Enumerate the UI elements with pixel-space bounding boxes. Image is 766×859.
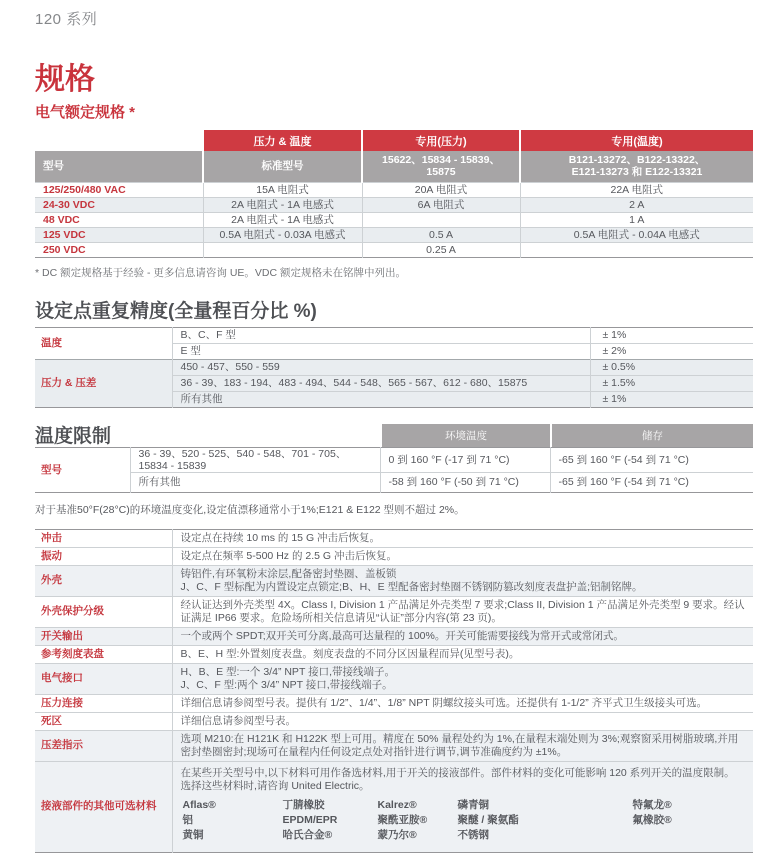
rating-temperature [520,242,753,257]
spec-value [172,627,753,645]
spec-line: 设定点在持续 10 ms 的 15 G 冲击后恢复。 [180,531,381,544]
spec-line: 设定点在频率 5-500 Hz 的 2.5 G 冲击后恢复。 [180,549,397,562]
series-title: 120 系列 [35,11,98,28]
page-title: 规格 [35,63,95,96]
rating-pressure: 6A 电阻式 [362,197,520,212]
ambient-cell: -58 到 160 °F (-50 到 71 °C) [380,472,550,492]
tolerance-value: ± 2% [590,343,753,359]
col-header-dedicated-temperature: 专用(温度) [520,130,753,151]
spec-label: 外壳保护分级 [35,596,172,627]
storage-cell: -65 到 160 °F (-54 到 71 °C) [550,447,753,472]
spec-label: 死区 [35,712,172,730]
temperature-group [35,327,753,359]
spec-label: 接液部件的其他可选材料 [35,761,172,852]
spec-row [35,627,753,645]
model-range: 所有其他 [172,391,590,407]
spec-value [172,712,753,730]
header-spacer [35,130,203,151]
spec-value [172,529,753,547]
spec-row [35,547,753,565]
model-row-label: 型号 [41,463,62,476]
category-label: 温度 [41,337,62,349]
temperature-models-header [520,151,753,182]
rating-pressure: 0.25 A [362,242,520,257]
electrical-ratings-table [35,130,753,258]
material-item: 蒙乃尔® [377,828,417,841]
table-row [35,472,753,492]
model-range: B、C、F 型 [172,327,590,343]
spec-label: 电气接口 [35,663,172,694]
spec-value [172,596,753,627]
ambient-cell: 0 到 160 °F (-17 到 71 °C) [380,447,550,472]
spec-line: 详细信息请参阅型号表。提供有 1/2”、1/4”、1/8” NPT 阴螺纹接头可选。还提供有 1-1/2” 齐平式卫生级接头可选。 [180,696,708,709]
temperature-drift-note: 对于基准50°F(28°C)的环境温度变化,设定值漂移通常小于1%;E121 & E122 型则不超过 2%。 [35,503,465,516]
spec-line: B、E、H 型:外置刻度表盘。刻度表盘的不同分区因量程而异(见型号表)。 [180,647,520,660]
spec-value [172,565,753,596]
spec-line: 经认证达到外壳类型 4X。Class I, Division 1 产品满足外壳类型 7 要求;Class II, Division 1 产品满足外壳类型 9 要求。经认证满足 IP66 要求。危险场所相关信息请见“认证”部分内容(第 23 页)。 [180,598,745,624]
spec-line: 选项 M210:在 H121K 和 H122K 型上可用。精度在 50% 量程处约为 1%,在量程末端处则为 3%;观察窗采用树脂玻璃,并用密封垫圈密封;现场可在量程内任何设定点处对指针进行调节,调节准确度约为 ±1%。 [180,732,739,758]
tolerance-value: ± 1% [590,327,753,343]
rating-standard: 0.5A 电阻式 - 0.03A 电感式 [203,227,362,242]
spec-line: 铸铝件,有环氧粉末涂层,配备密封垫圈、盖板锁 [180,567,397,580]
rating-standard: 15A 电阻式 [203,182,362,197]
voltage-label: 125/250/480 VAC [35,182,203,197]
spec-line: 一个或两个 SPDT;双开关可分离,最高可达量程的 100%。开关可能需要接线为常开式或常闭式。 [180,629,624,642]
material-item: 铝 [182,813,193,826]
spec-line: J、C、F 型:两个 3/4” NPT 接口,带接线端子。 [180,678,393,691]
table-row [35,327,753,343]
storage-cell: -65 到 160 °F (-54 到 71 °C) [550,472,753,492]
spec-row [35,565,753,596]
temperature-models-line1: B121-13272、B122-13322、 [568,154,706,167]
spec-row [35,529,753,547]
spec-label: 冲击 [41,531,62,544]
spec-value [172,761,753,852]
table-row [35,242,753,257]
spec-value [172,547,753,565]
tolerance-value: ± 1% [590,391,753,407]
rating-standard: 2A 电阻式 - 1A 电感式 [203,197,362,212]
tolerance-value: ± 1.5% [590,375,753,391]
rating-temperature: 0.5A 电阻式 - 0.04A 电感式 [520,227,753,242]
ambient-col-header: 环境温度 [382,424,550,447]
rating-pressure: 20A 电阻式 [362,182,520,197]
rating-temperature: 2 A [520,197,753,212]
table-row [35,227,753,242]
spec-label: 压力连接 [35,694,172,712]
spec-row [35,730,753,761]
table-subheader-row [35,151,753,182]
spec-row [35,712,753,730]
spec-line: 详细信息请参阅型号表。 [180,714,296,727]
voltage-label: 24-30 VDC [35,197,203,212]
wetted-parts-row [35,761,753,852]
table-row [35,359,753,375]
spec-value [172,730,753,761]
spec-value [172,663,753,694]
spec-line: J、C、F 型标配为内置设定点锁定;B、H、E 型配备密封垫圈不锈钢防篡改刻度表盘护盖;铝制铭牌。 [180,580,643,593]
model-range: 36 - 39、183 - 194、483 - 494、544 - 548、565 - 567、612 - 680、15875 [172,375,590,391]
voltage-label: 125 VDC [35,227,203,242]
col-header-dedicated-pressure: 专用(压力) [362,130,520,151]
material-item: 特氟龙® [632,798,672,811]
material-item: 聚酰亚胺® [377,813,428,826]
spec-label: 开关输出 [35,627,172,645]
temperature-limits-title: 温度限制 [35,425,112,447]
rating-pressure: 0.5 A [362,227,520,242]
material-item: EPDM/EPR [282,813,338,826]
storage-col-header: 储存 [552,424,753,447]
rating-standard: 2A 电阻式 - 1A 电感式 [203,212,362,227]
specs-table [35,529,753,853]
material-item: 哈氏合金® [282,828,333,841]
electrical-ratings-subtitle: 电气额定规格 * [35,104,136,121]
temperature-models-line2: E121-13273 和 E122-13321 [571,166,703,179]
materials-grid [183,799,746,842]
material-item: 氟橡胶® [632,813,672,826]
table-row [35,212,753,227]
material-item: Kalrez® [377,798,417,811]
material-item: Aflas® [182,798,216,811]
spec-row [35,694,753,712]
material-item: 黄铜 [182,828,204,841]
spec-label: 外壳 [35,565,172,596]
voltage-label: 48 VDC [35,212,203,227]
table-row [35,197,753,212]
spec-value [172,694,753,712]
tolerance-value: ± 0.5% [590,359,753,375]
spec-row [35,663,753,694]
wetted-parts-intro: 在某些开关型号中,以下材料可用作备选材料,用于开关的接液部件。部件材料的变化可能影响 120 系列开关的温度限制。选择这些材料时,请咨询 United Electric。 [180,766,735,792]
table-header-row [35,130,753,151]
spec-row [35,596,753,627]
pressure-group [35,359,753,407]
rating-temperature: 22A 电阻式 [520,182,753,197]
dc-rating-footnote: * DC 额定规格基于经验 - 更多信息请咨询 UE。VDC 额定规格未在铭牌中列出。 [35,266,407,279]
material-item: 不锈钢 [457,828,489,841]
table-row [35,182,753,197]
rating-standard [203,242,362,257]
spec-label: 压差指示 [35,730,172,761]
temperature-limits-table [35,447,753,493]
material-item [633,829,746,842]
table-row [35,447,753,472]
col-header-pressure-temp: 压力 & 温度 [203,130,362,151]
pressure-models-header: 15622、15834 - 15839、15875 [362,151,520,182]
model-row-label: 型号 [35,151,203,182]
category-label: 压力 & 压差 [35,359,172,407]
model-range: 450 - 457、550 - 559 [172,359,590,375]
spec-label: 振动 [35,547,172,565]
models-cell: 所有其他 [130,472,380,492]
material-item: 聚醚 / 聚氨酯 [457,813,519,826]
standard-models-header: 标准型号 [203,151,362,182]
repeatability-table [35,327,753,408]
model-range: E 型 [172,343,590,359]
material-item: 丁腈橡胶 [282,798,325,811]
temperature-limits-header [35,424,753,447]
spec-line: H、B、E 型:一个 3/4” NPT 接口,带接线端子。 [180,665,395,678]
rating-pressure [362,212,520,227]
voltage-label: 250 VDC [35,242,203,257]
models-cell: 36 - 39、520 - 525、540 - 548、701 - 705、15834 - 15839 [130,447,380,472]
spec-label: 参考刻度表盘 [35,645,172,663]
spec-row [35,645,753,663]
repeatability-section-title: 设定点重复精度(全量程百分比 %) [35,300,317,322]
rating-temperature: 1 A [520,212,753,227]
material-item: 磷青铜 [457,798,489,811]
spec-value [172,645,753,663]
